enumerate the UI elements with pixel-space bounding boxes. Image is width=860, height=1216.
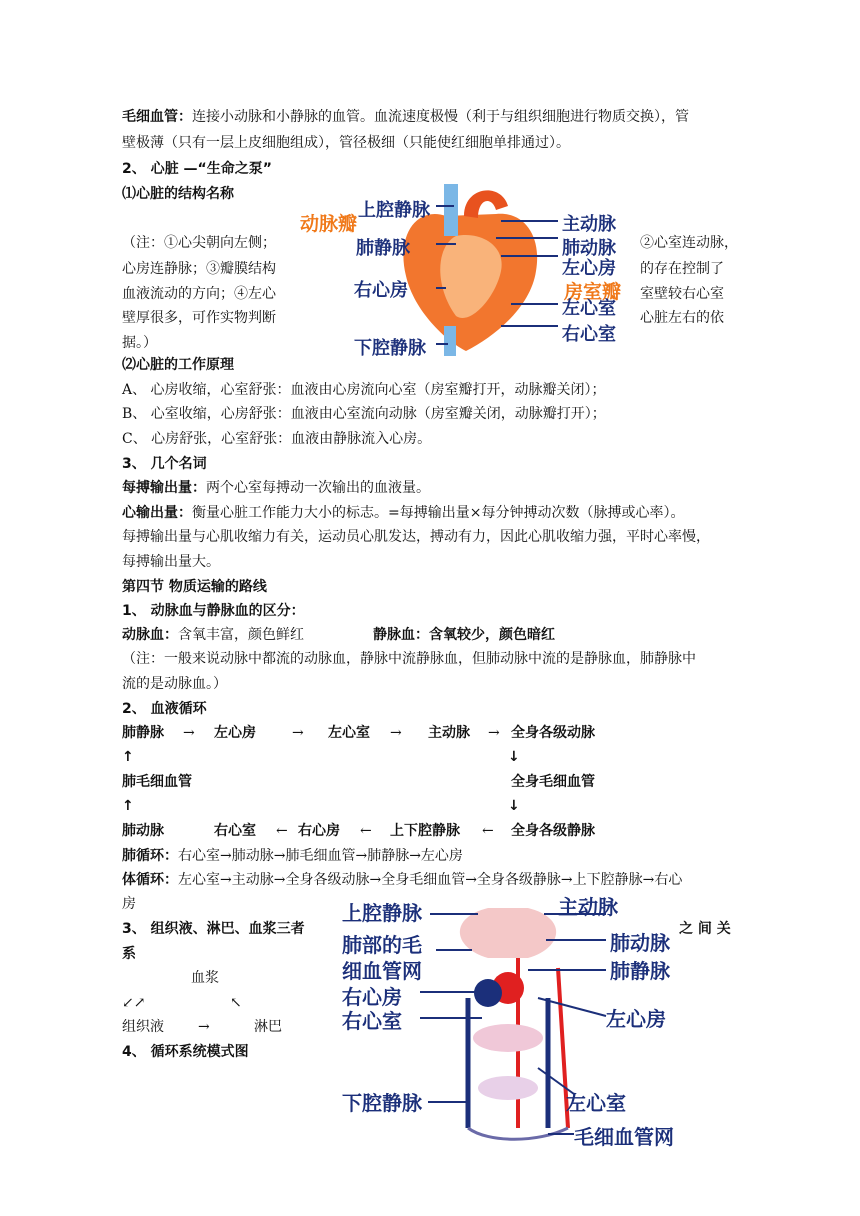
terms-heading: 3、 几个名词 xyxy=(122,456,207,472)
pulmonary-circuit-title: 肺循环： xyxy=(122,848,178,864)
loop-pulm-vein: 肺静脉 xyxy=(122,725,164,741)
heart-note-right-1: ②心室连动脉， xyxy=(640,235,738,251)
heart-note-left-5: 据。） xyxy=(122,335,157,351)
svc-vessel xyxy=(444,184,458,236)
blood-note-1: （注：一般来说动脉中都流的动脉血，静脉中流静脉血，但肺动脉中流的是静脉血，肺静脉中 xyxy=(122,651,696,667)
pulmonary-circuit-line xyxy=(122,846,463,866)
loop-arrow-5: ← xyxy=(276,823,288,839)
cardiac-output-text: 衡量心脏工作能力大小的标志。=每搏输出量×每分钟搏动次数（脉搏或心率）。 xyxy=(192,505,685,521)
loop-vena-cava: 上下腔静脉 xyxy=(390,823,460,839)
model-lung-cap-label-2: 细血管网 xyxy=(342,959,422,983)
loop-aorta: 主动脉 xyxy=(428,725,470,741)
heart-structure-subheading: ⑴心脏的结构名称 xyxy=(122,186,234,202)
fluids-tissue: 组织液 xyxy=(122,1019,164,1035)
capillary-text-1: 连接小动脉和小静脉的血管。血流速度极慢（利于与组织细胞进行物质交换），管 xyxy=(192,109,689,125)
svc-label: 上腔静脉 xyxy=(358,200,430,221)
principle-a: A、 心房收缩，心室舒张：血液由心房流向心室（房室瓣打开，动脉瓣关闭）； xyxy=(122,382,606,398)
cardiac-output-text-3: 每搏输出量大。 xyxy=(122,554,220,570)
pulm-vein-label: 肺静脉 xyxy=(356,238,410,259)
arterial-text: 含氧丰富，颜色鲜红 xyxy=(178,627,304,643)
loop-pulm-artery: 肺动脉 xyxy=(122,823,164,839)
heart-note-right-3: 室壁较右心室 xyxy=(640,286,724,302)
arterial-title: 动脉血： xyxy=(122,627,178,643)
model-ivc-label: 下腔静脉 xyxy=(342,1091,422,1115)
principle-b: B、 心室收缩，心房舒张：血液由心室流向动脉（房室瓣关闭，动脉瓣打开）； xyxy=(122,406,606,422)
cardiac-output-text-2: 每搏输出量与心肌收缩力有关，运动员心肌发达，搏动有力，因此心肌收缩力强，平时心率慢， xyxy=(122,529,710,545)
aorta-label: 主动脉 xyxy=(562,214,616,235)
cardiac-output-line xyxy=(122,503,684,523)
loop-arrow-2: → xyxy=(292,725,304,741)
fluids-plasma: 血浆 xyxy=(191,970,219,986)
cardiac-output-title: 心输出量： xyxy=(122,505,192,521)
fluids-heading-cont: 系 xyxy=(122,946,136,962)
heart-note-right-4: 心脏左右的依 xyxy=(640,310,724,326)
heart-note-left-4: 壁厚很多，可作实物判断 xyxy=(122,310,276,326)
systemic-circuit-title: 体循环： xyxy=(122,872,178,888)
loop-left-ventricle: 左心室 xyxy=(328,725,370,741)
heart-note-left-1: （注：①心尖朝向左侧； xyxy=(122,235,276,251)
stroke-volume-line xyxy=(122,478,430,498)
loop-arrow-3: → xyxy=(390,725,402,741)
blood-note-2: 流的是动脉血。） xyxy=(122,676,227,692)
principle-c: C、 心房舒张，心室舒张：血液由静脉流入心房。 xyxy=(122,431,432,447)
loop-systemic-capillaries: 全身毛细血管 xyxy=(511,774,595,790)
loop-systemic-arteries: 全身各级动脉 xyxy=(511,725,595,741)
loop-pulm-capillaries: 肺毛细血管 xyxy=(122,774,192,790)
pulmonary-circuit-text: 右心室→肺动脉→肺毛细血管→肺静脉→左心房 xyxy=(178,848,463,864)
fluids-arrows-1: ↙↗ xyxy=(122,995,146,1011)
heart-note-left-2: 心房连静脉；③瓣膜结构 xyxy=(122,261,276,277)
loop-left-atrium: 左心房 xyxy=(214,725,256,741)
model-left-ventricle-label: 左心室 xyxy=(566,1091,626,1115)
heart-structure-figure xyxy=(296,176,632,360)
fluids-heading-right: 之 间 关 xyxy=(679,921,731,937)
pulm-artery-label: 肺动脉 xyxy=(562,238,616,259)
heart-heading: 2、 心脏 —“生命之泵” xyxy=(122,161,272,177)
heart-note-right-2: 的存在控制了 xyxy=(640,261,724,277)
loop-arrow-down-1: ↓ xyxy=(508,749,520,765)
right-heart xyxy=(474,979,502,1007)
arterial-blood-line xyxy=(122,625,304,645)
systemic-circuit-line xyxy=(122,870,682,890)
fluids-heading: 3、 组织液、淋巴、血浆三者 xyxy=(122,921,305,937)
heart-principle-subheading: ⑵心脏的工作原理 xyxy=(122,357,234,373)
model-lung-cap-label-1: 肺部的毛 xyxy=(342,933,422,957)
capillary-text-2: 壁极薄（只有一层上皮细胞组成），管径极细（只能使红细胞单排通过）。 xyxy=(122,135,570,151)
ivc-label: 下腔静脉 xyxy=(354,338,426,359)
organ-capillaries-1 xyxy=(473,1024,543,1052)
av-valve-caption: 房室瓣 xyxy=(564,281,622,303)
stroke-volume-text: 两个心室每搏动一次输出的血液量。 xyxy=(206,480,430,496)
artery-valve-label: 动脉瓣 xyxy=(300,213,358,235)
left-ventricle-label: 左心室 xyxy=(562,298,616,319)
capillary-line-1 xyxy=(122,107,689,127)
stroke-volume-title: 每搏输出量： xyxy=(122,480,206,496)
fluids-arrow-nw: ↖ xyxy=(230,995,242,1011)
model-aorta-label: 主动脉 xyxy=(558,895,618,919)
systemic-circuit-text-2: 房 xyxy=(122,896,136,912)
model-capillary-net-label: 毛细血管网 xyxy=(574,1125,674,1149)
loop-arrow-up-2: ↑ xyxy=(122,798,134,814)
loop-arrow-7: ← xyxy=(482,823,494,839)
organ-capillaries-2 xyxy=(478,1076,538,1100)
fluids-lymph: 淋巴 xyxy=(254,1019,282,1035)
left-atrium-label: 左心房 xyxy=(562,258,616,279)
blood-type-heading: 1、 动脉血与静脉血的区分： xyxy=(122,603,305,619)
model-pulm-vein-label: 肺静脉 xyxy=(610,959,670,983)
section4-heading: 第四节 物质运输的路线 xyxy=(122,579,267,595)
model-left-atrium-label: 左心房 xyxy=(606,1007,666,1031)
model-heading: 4、 循环系统模式图 xyxy=(122,1044,249,1060)
loop-right-ventricle: 右心室 xyxy=(214,823,256,839)
model-right-ventricle-label: 右心室 xyxy=(342,1009,402,1033)
model-svc-label: 上腔静脉 xyxy=(342,901,422,925)
loop-arrow-4: → xyxy=(488,725,500,741)
lung-capillaries xyxy=(460,908,556,958)
venous-blood: 静脉血：含氧较少，颜色暗红 xyxy=(373,627,555,643)
capillary-title: 毛细血管： xyxy=(122,109,192,125)
loop-arrow-6: ← xyxy=(360,823,372,839)
right-atrium-label: 右心房 xyxy=(354,280,408,301)
loop-arrow-down-2: ↓ xyxy=(508,798,520,814)
fluids-arrow: → xyxy=(198,1019,210,1035)
heart-note-left-3: 血液流动的方向；④左心 xyxy=(122,286,276,302)
loop-systemic-veins: 全身各级静脉 xyxy=(511,823,595,839)
circulation-heading: 2、 血液循环 xyxy=(122,701,207,717)
model-pulm-artery-label: 肺动脉 xyxy=(610,931,670,955)
loop-right-atrium: 右心房 xyxy=(298,823,340,839)
ivc-vessel xyxy=(444,326,456,356)
loop-arrow-up-1: ↑ xyxy=(122,749,134,765)
loop-arrow-1: → xyxy=(183,725,195,741)
circulatory-model-figure xyxy=(338,888,678,1156)
right-ventricle-label: 右心室 xyxy=(562,324,616,345)
model-right-atrium-label: 右心房 xyxy=(342,985,402,1009)
systemic-circuit-text: 左心室→主动脉→全身各级动脉→全身毛细血管→全身各级静脉→上下腔静脉→右心 xyxy=(178,872,683,888)
